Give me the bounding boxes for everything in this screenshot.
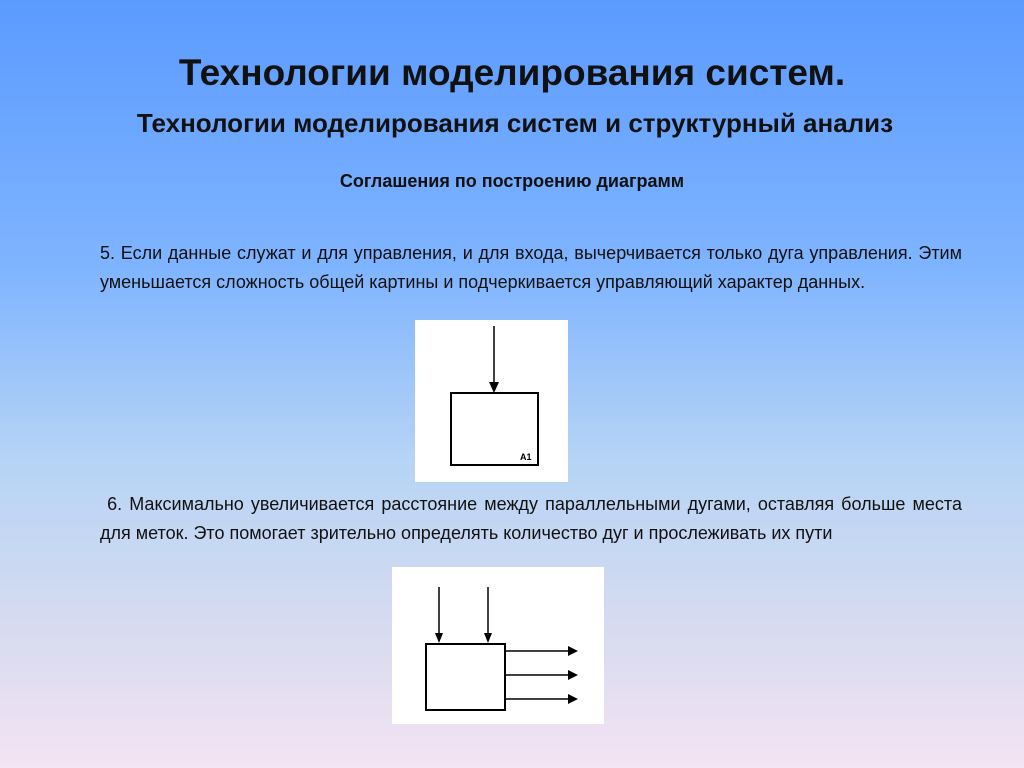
function-box-label: A1 xyxy=(520,452,532,462)
function-box xyxy=(426,644,505,710)
diagram-control-arc-svg xyxy=(415,320,568,482)
slide-subtitle: Технологии моделирования систем и структурный анализ xyxy=(136,108,894,138)
output-arc-1-arrowhead xyxy=(568,646,578,656)
control-arc-arrowhead xyxy=(489,382,499,393)
input-arc-2-arrowhead xyxy=(484,633,492,643)
paragraph-rule-5: 5. Если данные служат и для управления, и для входа, вычерчивается только дуга управления. Этим уменьшается сложность общей картины и подчеркивается управляющий характер данных. xyxy=(100,243,962,292)
section-title: Соглашения по построению диаграмм xyxy=(339,171,685,191)
output-arc-2-arrowhead xyxy=(568,670,578,680)
diagram-parallel-arcs-svg xyxy=(392,567,604,724)
diagram-control-arc xyxy=(415,320,568,482)
paragraph-rule-6: 6. Максимально увеличивается расстояние между параллельными дугами, оставляя больше места для меток. Это помогает зрительно определять количество дуг и прослеживать их пути xyxy=(100,494,962,543)
diagram-parallel-arcs xyxy=(392,567,604,724)
slide-title: Технологии моделирования систем. xyxy=(178,52,846,93)
input-arc-1-arrowhead xyxy=(435,633,443,643)
output-arc-3-arrowhead xyxy=(568,694,578,704)
